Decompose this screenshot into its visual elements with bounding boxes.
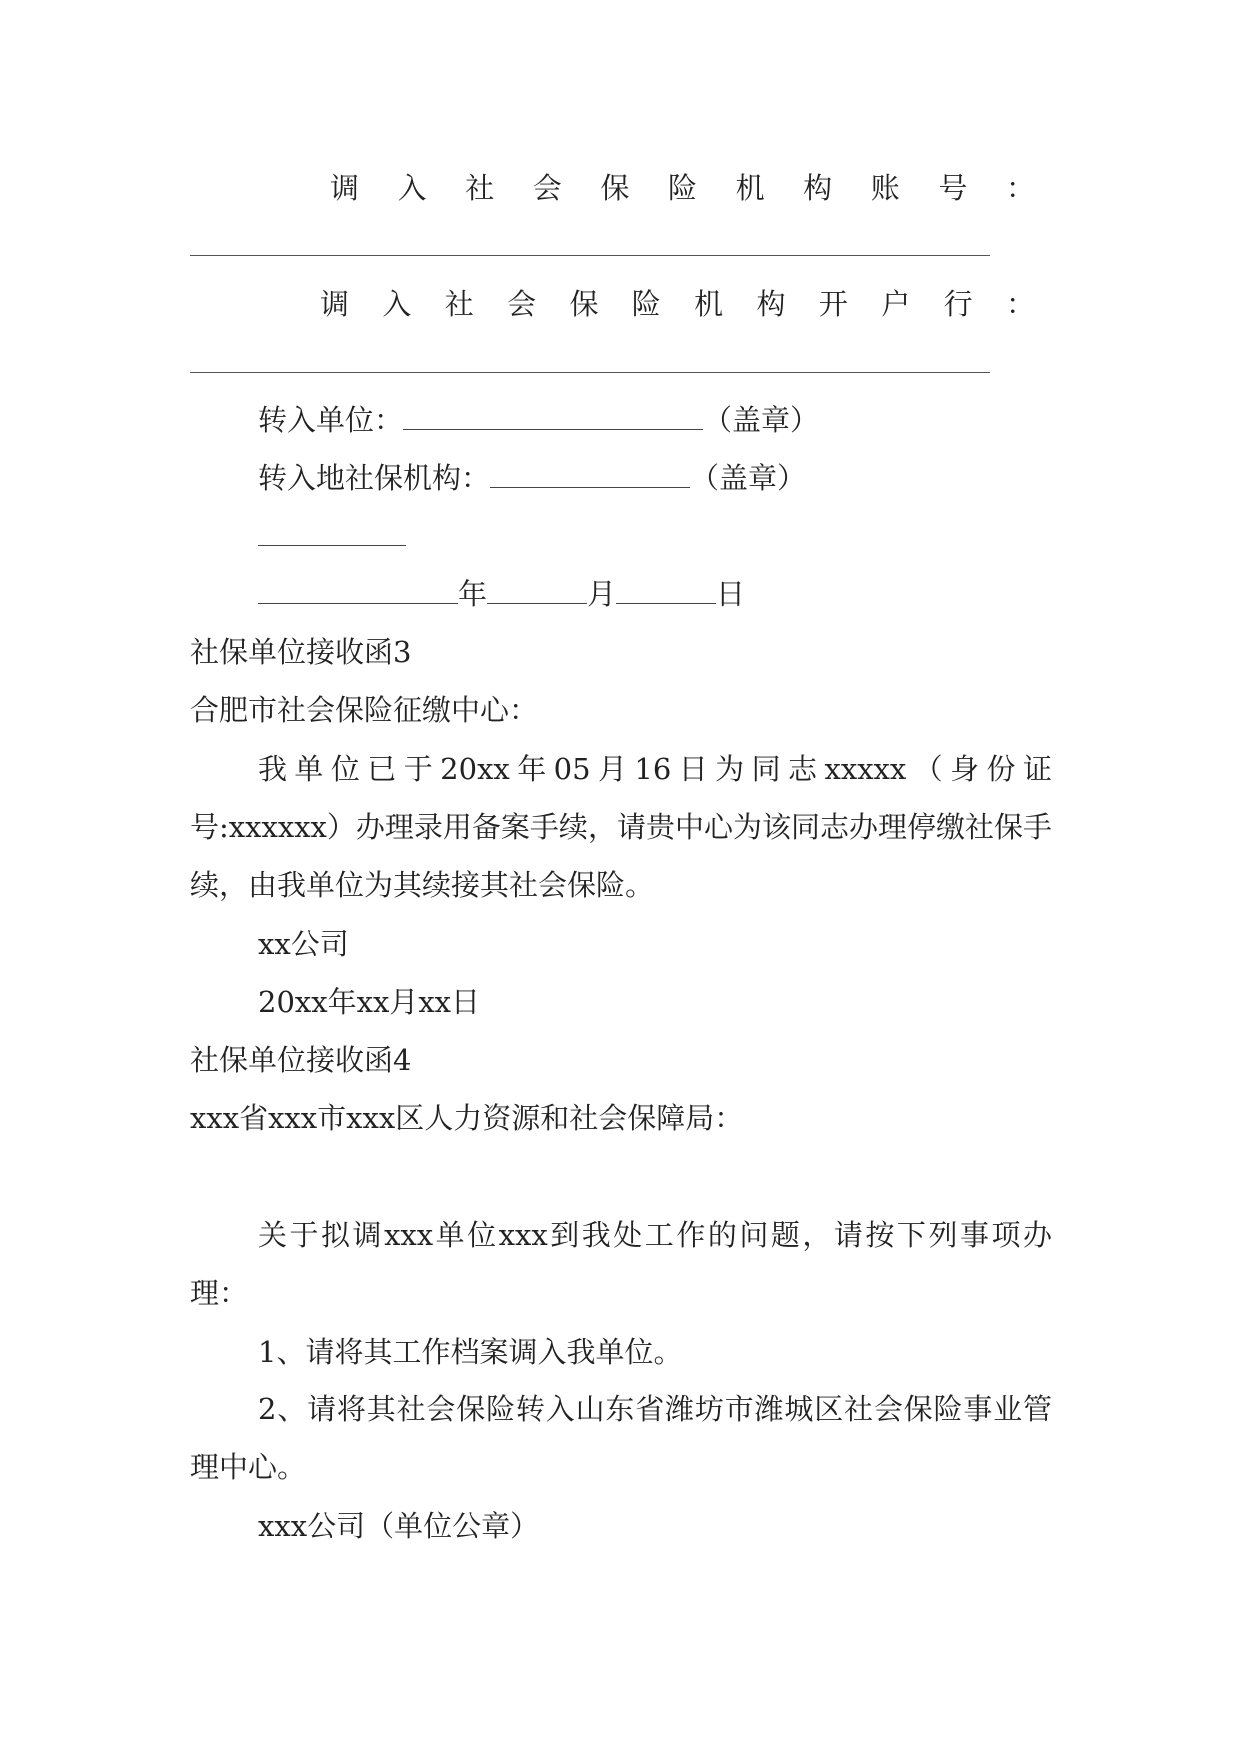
label-char: ： (1005, 287, 1035, 321)
letter4-addressee: xxx省xxx市xxx区人力资源和社会保障局： (190, 1101, 744, 1135)
unit-blank (403, 401, 703, 430)
extra-blank (258, 517, 406, 546)
date-line (258, 574, 745, 614)
letter3-addressee: 合肥市社会保险征缴中心： (190, 693, 539, 727)
unit-stamp-label: （盖章） (703, 403, 820, 437)
label-char: 行 (943, 287, 973, 321)
unit-line (258, 400, 819, 440)
letter4-item2: 2、请将其社会保险转入山东省潍坊市潍城区社会保险事业管理中心。 (190, 1392, 1052, 1484)
letter4-item1: 1、请将其工作档案调入我单位。 (258, 1335, 683, 1369)
label-char: 会 (532, 171, 562, 205)
bank-underline (190, 372, 990, 373)
account-label (330, 168, 1035, 208)
year-label: 年 (458, 577, 488, 611)
label-char: 号 (938, 171, 968, 205)
label-char: 入 (397, 171, 427, 205)
label-char: 险 (667, 171, 697, 205)
extra-blank-line (258, 516, 406, 556)
letter4-title: 社保单位接收函4 (190, 1043, 412, 1077)
day-blank (616, 575, 716, 604)
label-char: 入 (382, 287, 412, 321)
letter3-date: 20xx年xx月xx日 (258, 985, 481, 1019)
letter4-intro: 关于拟调xxx单位xxx到我处工作的问题，请按下列事项办理： (190, 1218, 1052, 1310)
letter4-signer: xxx公司（单位公章） (258, 1509, 540, 1543)
month-blank (487, 575, 587, 604)
label-char: 社 (444, 287, 474, 321)
label-char: 保 (600, 171, 630, 205)
label-char: 户 (881, 287, 911, 321)
bank-label (320, 284, 1035, 324)
label-char: 调 (320, 287, 350, 321)
label-char: 开 (818, 287, 848, 321)
account-label-line (330, 168, 1035, 208)
label-char: 机 (735, 171, 765, 205)
label-char: 保 (569, 287, 599, 321)
account-underline (190, 255, 990, 256)
agency-line (258, 458, 806, 498)
bank-label-line (320, 284, 1035, 324)
label-char: 构 (803, 171, 833, 205)
day-label: 日 (716, 577, 746, 611)
month-label: 月 (587, 577, 617, 611)
label-char: 机 (694, 287, 724, 321)
agency-label: 转入地社保机构： (258, 461, 491, 495)
label-char: 会 (507, 287, 537, 321)
label-char: 账 (870, 171, 900, 205)
letter3-title: 社保单位接收函3 (190, 635, 412, 669)
label-char: 险 (631, 287, 661, 321)
year-blank (258, 575, 458, 604)
label-char: ： (1005, 171, 1035, 205)
unit-label: 转入单位： (258, 403, 404, 437)
agency-blank (490, 459, 690, 488)
agency-stamp-label: （盖章） (690, 461, 807, 495)
letter3-signer: xx公司 (258, 927, 349, 961)
letter3-body: 我单位已于20xx年05月16日为同志xxxxx（身份证号:xxxxxx）办理录用备案手续，请贵中心为该同志办理停缴社保手续，由我单位为其续接其社会保险。 (190, 752, 1052, 902)
label-char: 调 (330, 171, 360, 205)
label-char: 构 (756, 287, 786, 321)
label-char: 社 (465, 171, 495, 205)
